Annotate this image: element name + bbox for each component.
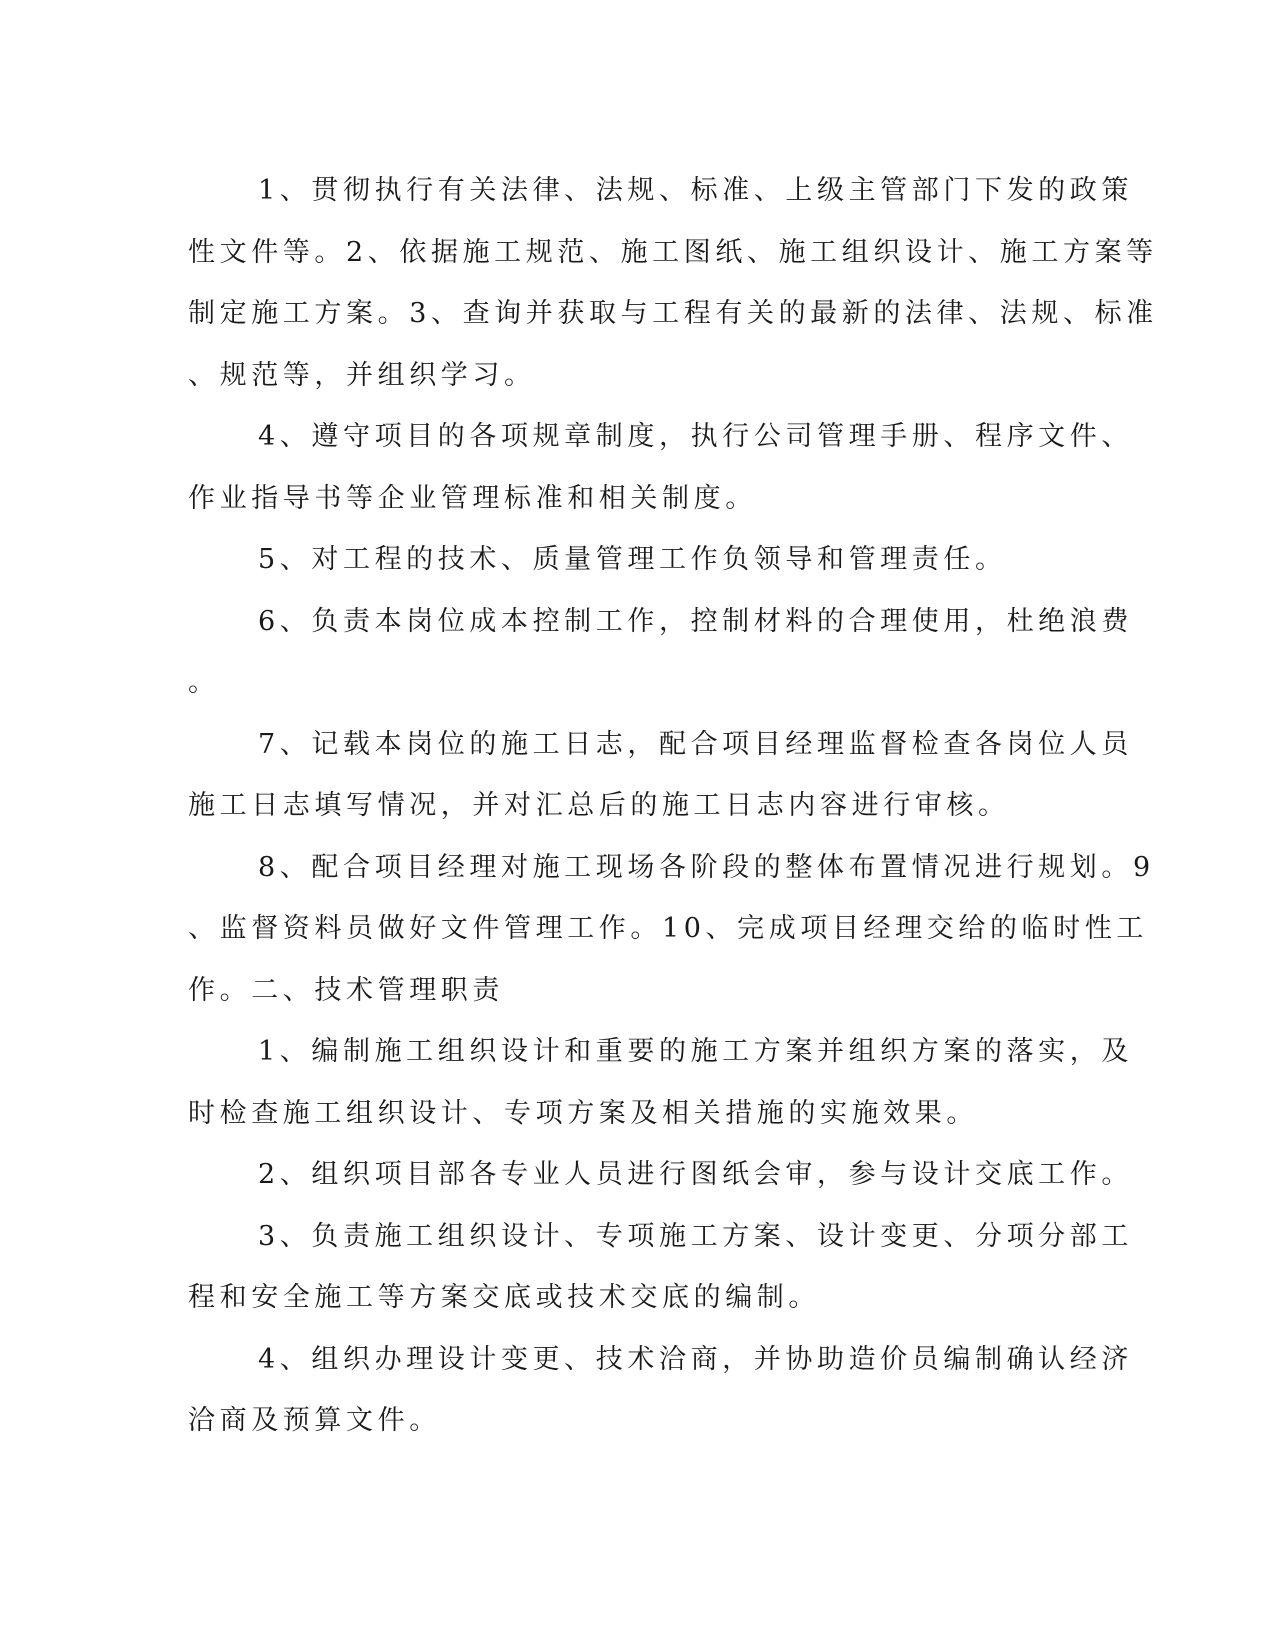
text-line: 、监督资料员做好文件管理工作。10、完成项目经理交给的临时性工	[188, 913, 1148, 944]
text-line: 5、对工程的技术、质量管理工作负领导和管理责任。	[258, 544, 1007, 575]
text-line: 时检查施工组织设计、专项方案及相关措施的实施效果。	[188, 1097, 978, 1129]
text-line: 1、编制施工组织设计和重要的施工方案并组织方案的落实，及	[258, 1036, 1133, 1067]
text-line: 作。二、技术管理职责	[188, 974, 504, 1006]
text-line: 性文件等。2、依据施工规范、施工图纸、施工组织设计、施工方案等	[188, 236, 1158, 268]
text-line: 洽商及预算文件。	[188, 1405, 441, 1436]
text-line: 程和安全施工等方案交底或技术交底的编制。	[188, 1282, 820, 1313]
text-line: 8、配合项目经理对施工现场各阶段的整体布置情况进行规划。9	[258, 851, 1155, 883]
text-line: 施工日志填写情况，并对汇总后的施工日志内容进行审核。	[188, 790, 1010, 821]
text-line: 7、记载本岗位的施工日志，配合项目经理监督检查各岗位人员	[258, 728, 1133, 760]
text-line: 制定施工方案。3、查询并获取与工程有关的最新的法律、法规、标准	[188, 298, 1158, 329]
text-line: 1、贯彻执行有关法律、法规、标准、上级主管部门下发的政策	[258, 175, 1133, 206]
document-body	[188, 160, 1158, 1452]
text-line: 2、组织项目部各专业人员进行图纸会审，参与设计交底工作。	[258, 1159, 1133, 1190]
text-line: 、规范等，并组织学习。	[188, 359, 536, 391]
text-line: 4、遵守项目的各项规章制度，执行公司管理手册、程序文件、	[258, 421, 1133, 452]
text-line: 4、组织办理设计变更、技术洽商，并协助造价员编制确认经济	[258, 1343, 1133, 1375]
text-line: 3、负责施工组织设计、专项施工方案、设计变更、分项分部工	[258, 1220, 1133, 1252]
text-line: 作业指导书等企业管理标准和相关制度。	[188, 482, 757, 514]
text-line: 6、负责本岗位成本控制工作，控制材料的合理使用，杜绝浪费	[258, 605, 1133, 637]
text-line: 。	[188, 667, 220, 698]
